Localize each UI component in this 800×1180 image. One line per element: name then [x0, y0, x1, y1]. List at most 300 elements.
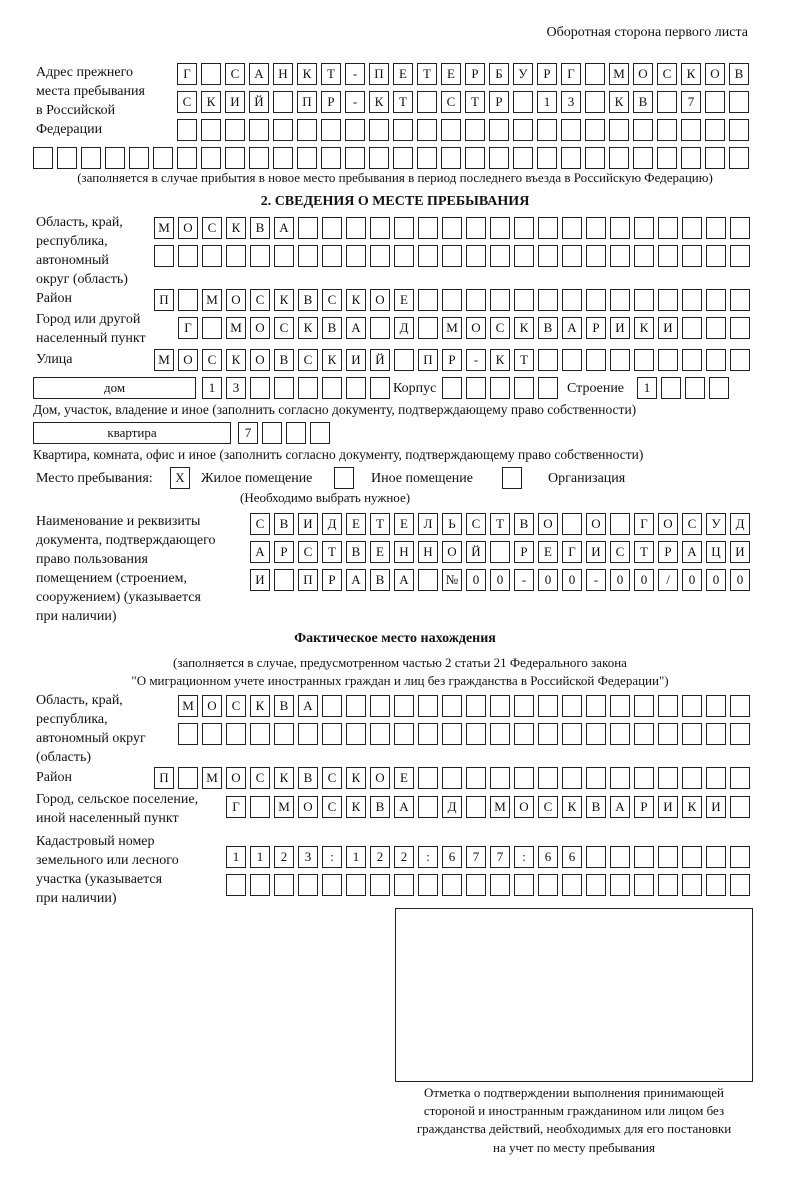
- char-cell[interactable]: [705, 119, 725, 141]
- char-cell[interactable]: А: [298, 695, 318, 717]
- char-cell[interactable]: К: [562, 796, 582, 818]
- char-cell[interactable]: [634, 349, 654, 371]
- char-cell[interactable]: В: [538, 317, 558, 339]
- char-cell[interactable]: [418, 723, 438, 745]
- char-cell[interactable]: К: [681, 63, 701, 85]
- char-cell[interactable]: [634, 245, 654, 267]
- char-cell[interactable]: Г: [178, 317, 198, 339]
- char-cell[interactable]: П: [369, 63, 389, 85]
- char-cell[interactable]: 1: [202, 377, 222, 399]
- char-cell[interactable]: [610, 217, 630, 239]
- char-cell[interactable]: [562, 874, 582, 896]
- char-cell[interactable]: [466, 767, 486, 789]
- char-cell[interactable]: :: [418, 846, 438, 868]
- char-cell[interactable]: 3: [226, 377, 246, 399]
- char-cell[interactable]: [705, 147, 725, 169]
- char-cell[interactable]: Д: [442, 796, 462, 818]
- char-cell[interactable]: [490, 874, 510, 896]
- char-cell[interactable]: К: [322, 349, 342, 371]
- char-cell[interactable]: И: [250, 569, 270, 591]
- char-cell[interactable]: [370, 695, 390, 717]
- char-cell[interactable]: [661, 377, 681, 399]
- char-cell[interactable]: [393, 147, 413, 169]
- char-cell[interactable]: И: [346, 349, 366, 371]
- char-cell[interactable]: [249, 147, 269, 169]
- char-cell[interactable]: [657, 147, 677, 169]
- char-cell[interactable]: М: [442, 317, 462, 339]
- char-cell[interactable]: А: [250, 541, 270, 563]
- char-cell[interactable]: [466, 289, 486, 311]
- char-cell[interactable]: Т: [634, 541, 654, 563]
- char-cell[interactable]: [490, 723, 510, 745]
- char-cell[interactable]: 6: [442, 846, 462, 868]
- char-cell[interactable]: Г: [634, 513, 654, 535]
- char-cell[interactable]: [490, 695, 510, 717]
- char-cell[interactable]: [370, 217, 390, 239]
- char-cell[interactable]: /: [658, 569, 678, 591]
- char-cell[interactable]: Б: [489, 63, 509, 85]
- char-cell[interactable]: [274, 569, 294, 591]
- char-cell[interactable]: Й: [249, 91, 269, 113]
- char-cell[interactable]: [394, 695, 414, 717]
- char-cell[interactable]: [321, 119, 341, 141]
- char-cell[interactable]: [562, 723, 582, 745]
- char-cell[interactable]: 1: [637, 377, 657, 399]
- char-cell[interactable]: [586, 217, 606, 239]
- char-cell[interactable]: О: [226, 289, 246, 311]
- char-cell[interactable]: [706, 874, 726, 896]
- char-cell[interactable]: [490, 377, 510, 399]
- char-cell[interactable]: Н: [418, 541, 438, 563]
- char-cell[interactable]: И: [586, 541, 606, 563]
- char-cell[interactable]: [178, 289, 198, 311]
- char-cell[interactable]: Й: [466, 541, 486, 563]
- char-cell[interactable]: Р: [537, 63, 557, 85]
- char-cell[interactable]: В: [274, 349, 294, 371]
- char-cell[interactable]: Г: [226, 796, 246, 818]
- char-cell[interactable]: [538, 695, 558, 717]
- char-cell[interactable]: [33, 147, 53, 169]
- char-cell[interactable]: [442, 874, 462, 896]
- char-cell[interactable]: К: [274, 289, 294, 311]
- char-cell[interactable]: С: [466, 513, 486, 535]
- char-cell[interactable]: И: [610, 317, 630, 339]
- char-cell[interactable]: [609, 119, 629, 141]
- char-cell[interactable]: [442, 289, 462, 311]
- char-cell[interactable]: У: [513, 63, 533, 85]
- char-cell[interactable]: [682, 317, 702, 339]
- char-cell[interactable]: 6: [562, 846, 582, 868]
- char-cell[interactable]: [658, 695, 678, 717]
- char-cell[interactable]: Т: [514, 349, 534, 371]
- char-cell[interactable]: К: [682, 796, 702, 818]
- char-cell[interactable]: 7: [490, 846, 510, 868]
- char-cell[interactable]: [250, 377, 270, 399]
- char-cell[interactable]: Е: [441, 63, 461, 85]
- char-cell[interactable]: [418, 569, 438, 591]
- char-cell[interactable]: [394, 874, 414, 896]
- char-cell[interactable]: К: [490, 349, 510, 371]
- char-cell[interactable]: -: [345, 91, 365, 113]
- char-cell[interactable]: 2: [394, 846, 414, 868]
- char-cell[interactable]: [562, 513, 582, 535]
- char-cell[interactable]: [610, 846, 630, 868]
- char-cell[interactable]: [682, 874, 702, 896]
- char-cell[interactable]: Г: [562, 541, 582, 563]
- char-cell[interactable]: Р: [634, 796, 654, 818]
- char-cell[interactable]: А: [346, 569, 366, 591]
- char-cell[interactable]: [706, 245, 726, 267]
- char-cell[interactable]: [322, 245, 342, 267]
- stay-option-organization-checkbox[interactable]: [502, 467, 522, 489]
- char-cell[interactable]: В: [633, 91, 653, 113]
- char-cell[interactable]: [418, 796, 438, 818]
- char-cell[interactable]: С: [490, 317, 510, 339]
- char-cell[interactable]: [177, 119, 197, 141]
- char-cell[interactable]: 0: [610, 569, 630, 591]
- char-cell[interactable]: Е: [346, 513, 366, 535]
- char-cell[interactable]: [537, 119, 557, 141]
- char-cell[interactable]: [562, 767, 582, 789]
- char-cell[interactable]: [489, 119, 509, 141]
- char-cell[interactable]: [538, 289, 558, 311]
- char-cell[interactable]: П: [154, 289, 174, 311]
- char-cell[interactable]: -: [514, 569, 534, 591]
- char-cell[interactable]: [418, 767, 438, 789]
- char-cell[interactable]: [466, 377, 486, 399]
- char-cell[interactable]: [465, 147, 485, 169]
- char-cell[interactable]: [345, 147, 365, 169]
- char-cell[interactable]: 0: [634, 569, 654, 591]
- char-cell[interactable]: -: [345, 63, 365, 85]
- char-cell[interactable]: К: [369, 91, 389, 113]
- char-cell[interactable]: М: [202, 767, 222, 789]
- char-cell[interactable]: [514, 245, 534, 267]
- char-cell[interactable]: [417, 119, 437, 141]
- char-cell[interactable]: [345, 119, 365, 141]
- char-cell[interactable]: [657, 119, 677, 141]
- char-cell[interactable]: Т: [393, 91, 413, 113]
- char-cell[interactable]: 6: [538, 846, 558, 868]
- char-cell[interactable]: [586, 289, 606, 311]
- char-cell[interactable]: [442, 245, 462, 267]
- char-cell[interactable]: [346, 723, 366, 745]
- char-cell[interactable]: К: [297, 63, 317, 85]
- char-cell[interactable]: [706, 349, 726, 371]
- char-cell[interactable]: С: [250, 289, 270, 311]
- char-cell[interactable]: О: [514, 796, 534, 818]
- char-cell[interactable]: [562, 289, 582, 311]
- char-cell[interactable]: :: [514, 846, 534, 868]
- char-cell[interactable]: [346, 217, 366, 239]
- char-cell[interactable]: П: [297, 91, 317, 113]
- char-cell[interactable]: [682, 695, 702, 717]
- char-cell[interactable]: М: [154, 217, 174, 239]
- char-cell[interactable]: В: [298, 767, 318, 789]
- char-cell[interactable]: [370, 317, 390, 339]
- char-cell[interactable]: [730, 723, 750, 745]
- char-cell[interactable]: [153, 147, 173, 169]
- char-cell[interactable]: [682, 767, 702, 789]
- char-cell[interactable]: К: [226, 349, 246, 371]
- char-cell[interactable]: [658, 245, 678, 267]
- char-cell[interactable]: С: [298, 349, 318, 371]
- char-cell[interactable]: 0: [682, 569, 702, 591]
- char-cell[interactable]: [297, 119, 317, 141]
- char-cell[interactable]: [178, 767, 198, 789]
- stay-option-other-checkbox[interactable]: [334, 467, 354, 489]
- char-cell[interactable]: К: [634, 317, 654, 339]
- char-cell[interactable]: П: [418, 349, 438, 371]
- char-cell[interactable]: [490, 245, 510, 267]
- char-cell[interactable]: Ц: [706, 541, 726, 563]
- char-cell[interactable]: [418, 317, 438, 339]
- char-cell[interactable]: [370, 377, 390, 399]
- char-cell[interactable]: [730, 767, 750, 789]
- char-cell[interactable]: [610, 513, 630, 535]
- char-cell[interactable]: [562, 349, 582, 371]
- char-cell[interactable]: Р: [586, 317, 606, 339]
- char-cell[interactable]: О: [442, 541, 462, 563]
- char-cell[interactable]: [225, 119, 245, 141]
- char-cell[interactable]: С: [274, 317, 294, 339]
- char-cell[interactable]: А: [394, 796, 414, 818]
- char-cell[interactable]: В: [514, 513, 534, 535]
- char-cell[interactable]: А: [274, 217, 294, 239]
- char-cell[interactable]: А: [610, 796, 630, 818]
- char-cell[interactable]: [225, 147, 245, 169]
- char-cell[interactable]: [393, 119, 413, 141]
- char-cell[interactable]: [346, 245, 366, 267]
- char-cell[interactable]: [634, 723, 654, 745]
- char-cell[interactable]: [466, 695, 486, 717]
- char-cell[interactable]: [705, 91, 725, 113]
- char-cell[interactable]: [634, 846, 654, 868]
- char-cell[interactable]: В: [250, 217, 270, 239]
- char-cell[interactable]: [201, 119, 221, 141]
- char-cell[interactable]: О: [633, 63, 653, 85]
- char-cell[interactable]: [585, 147, 605, 169]
- char-cell[interactable]: В: [274, 695, 294, 717]
- char-cell[interactable]: [681, 147, 701, 169]
- char-cell[interactable]: С: [225, 63, 245, 85]
- char-cell[interactable]: [346, 377, 366, 399]
- char-cell[interactable]: С: [250, 513, 270, 535]
- char-cell[interactable]: [514, 289, 534, 311]
- char-cell[interactable]: [709, 377, 729, 399]
- char-cell[interactable]: [538, 874, 558, 896]
- char-cell[interactable]: Т: [465, 91, 485, 113]
- char-cell[interactable]: [610, 289, 630, 311]
- char-cell[interactable]: [273, 147, 293, 169]
- char-cell[interactable]: [562, 695, 582, 717]
- char-cell[interactable]: [682, 289, 702, 311]
- char-cell[interactable]: [105, 147, 125, 169]
- char-cell[interactable]: [730, 317, 750, 339]
- char-cell[interactable]: [202, 723, 222, 745]
- char-cell[interactable]: [298, 377, 318, 399]
- char-cell[interactable]: А: [346, 317, 366, 339]
- char-cell[interactable]: [706, 767, 726, 789]
- char-cell[interactable]: [610, 349, 630, 371]
- char-cell[interactable]: [585, 91, 605, 113]
- char-cell[interactable]: И: [730, 541, 750, 563]
- char-cell[interactable]: Г: [177, 63, 197, 85]
- char-cell[interactable]: [658, 874, 678, 896]
- char-cell[interactable]: №: [442, 569, 462, 591]
- char-cell[interactable]: М: [490, 796, 510, 818]
- char-cell[interactable]: Р: [274, 541, 294, 563]
- char-cell[interactable]: [682, 723, 702, 745]
- char-cell[interactable]: [514, 874, 534, 896]
- char-cell[interactable]: [274, 245, 294, 267]
- char-cell[interactable]: [585, 119, 605, 141]
- char-cell[interactable]: [634, 874, 654, 896]
- char-cell[interactable]: [274, 723, 294, 745]
- char-cell[interactable]: [681, 119, 701, 141]
- char-cell[interactable]: Т: [417, 63, 437, 85]
- char-cell[interactable]: [274, 874, 294, 896]
- char-cell[interactable]: [610, 245, 630, 267]
- char-cell[interactable]: :: [322, 846, 342, 868]
- char-cell[interactable]: [682, 846, 702, 868]
- char-cell[interactable]: [201, 63, 221, 85]
- char-cell[interactable]: С: [610, 541, 630, 563]
- char-cell[interactable]: Р: [322, 569, 342, 591]
- char-cell[interactable]: [586, 245, 606, 267]
- char-cell[interactable]: [562, 217, 582, 239]
- char-cell[interactable]: [490, 767, 510, 789]
- char-cell[interactable]: К: [346, 767, 366, 789]
- char-cell[interactable]: [561, 119, 581, 141]
- char-cell[interactable]: О: [538, 513, 558, 535]
- char-cell[interactable]: [298, 245, 318, 267]
- char-cell[interactable]: К: [201, 91, 221, 113]
- char-cell[interactable]: [685, 377, 705, 399]
- char-cell[interactable]: [250, 723, 270, 745]
- char-cell[interactable]: 3: [561, 91, 581, 113]
- char-cell[interactable]: [394, 349, 414, 371]
- char-cell[interactable]: О: [226, 767, 246, 789]
- char-cell[interactable]: 7: [681, 91, 701, 113]
- char-cell[interactable]: [730, 217, 750, 239]
- char-cell[interactable]: С: [682, 513, 702, 535]
- char-cell[interactable]: [634, 217, 654, 239]
- char-cell[interactable]: [369, 147, 389, 169]
- char-cell[interactable]: [441, 147, 461, 169]
- char-cell[interactable]: [538, 767, 558, 789]
- char-cell[interactable]: [562, 245, 582, 267]
- char-cell[interactable]: С: [538, 796, 558, 818]
- char-cell[interactable]: [537, 147, 557, 169]
- char-cell[interactable]: С: [250, 767, 270, 789]
- char-cell[interactable]: С: [202, 349, 222, 371]
- char-cell[interactable]: [586, 723, 606, 745]
- char-cell[interactable]: [418, 289, 438, 311]
- char-cell[interactable]: [394, 723, 414, 745]
- char-cell[interactable]: [658, 723, 678, 745]
- char-cell[interactable]: [57, 147, 77, 169]
- char-cell[interactable]: В: [370, 569, 390, 591]
- char-cell[interactable]: [370, 723, 390, 745]
- char-cell[interactable]: [730, 245, 750, 267]
- char-cell[interactable]: [634, 289, 654, 311]
- char-cell[interactable]: [274, 377, 294, 399]
- char-cell[interactable]: [706, 317, 726, 339]
- char-cell[interactable]: [586, 767, 606, 789]
- char-cell[interactable]: К: [609, 91, 629, 113]
- char-cell[interactable]: [513, 147, 533, 169]
- char-cell[interactable]: О: [178, 349, 198, 371]
- char-cell[interactable]: В: [586, 796, 606, 818]
- char-cell[interactable]: [730, 846, 750, 868]
- char-cell[interactable]: [610, 695, 630, 717]
- char-cell[interactable]: Р: [489, 91, 509, 113]
- char-cell[interactable]: М: [274, 796, 294, 818]
- char-cell[interactable]: [682, 349, 702, 371]
- char-cell[interactable]: [129, 147, 149, 169]
- char-cell[interactable]: Г: [561, 63, 581, 85]
- char-cell[interactable]: [394, 245, 414, 267]
- char-cell[interactable]: [249, 119, 269, 141]
- char-cell[interactable]: [682, 245, 702, 267]
- char-cell[interactable]: А: [682, 541, 702, 563]
- char-cell[interactable]: [586, 846, 606, 868]
- char-cell[interactable]: Т: [490, 513, 510, 535]
- char-cell[interactable]: [730, 349, 750, 371]
- char-cell[interactable]: [322, 874, 342, 896]
- char-cell[interactable]: [657, 91, 677, 113]
- char-cell[interactable]: Т: [370, 513, 390, 535]
- char-cell[interactable]: Р: [514, 541, 534, 563]
- char-cell[interactable]: [370, 874, 390, 896]
- char-cell[interactable]: У: [706, 513, 726, 535]
- char-cell[interactable]: А: [249, 63, 269, 85]
- char-cell[interactable]: С: [322, 796, 342, 818]
- char-cell[interactable]: С: [202, 217, 222, 239]
- char-cell[interactable]: 0: [562, 569, 582, 591]
- char-cell[interactable]: [286, 422, 306, 444]
- char-cell[interactable]: [442, 377, 462, 399]
- char-cell[interactable]: Е: [538, 541, 558, 563]
- char-cell[interactable]: И: [298, 513, 318, 535]
- char-cell[interactable]: К: [226, 217, 246, 239]
- char-cell[interactable]: А: [394, 569, 414, 591]
- char-cell[interactable]: В: [370, 796, 390, 818]
- char-cell[interactable]: [633, 147, 653, 169]
- char-cell[interactable]: [634, 695, 654, 717]
- char-cell[interactable]: 1: [226, 846, 246, 868]
- char-cell[interactable]: [394, 217, 414, 239]
- char-cell[interactable]: К: [346, 796, 366, 818]
- char-cell[interactable]: [442, 723, 462, 745]
- char-cell[interactable]: 0: [730, 569, 750, 591]
- char-cell[interactable]: [514, 377, 534, 399]
- char-cell[interactable]: [369, 119, 389, 141]
- char-cell[interactable]: С: [298, 541, 318, 563]
- char-cell[interactable]: [514, 217, 534, 239]
- char-cell[interactable]: 7: [238, 422, 258, 444]
- char-cell[interactable]: [729, 147, 749, 169]
- char-cell[interactable]: И: [658, 317, 678, 339]
- char-cell[interactable]: 7: [466, 846, 486, 868]
- char-cell[interactable]: [226, 874, 246, 896]
- char-cell[interactable]: В: [322, 317, 342, 339]
- char-cell[interactable]: Й: [370, 349, 390, 371]
- char-cell[interactable]: Е: [393, 63, 413, 85]
- stay-option-residential-checkbox[interactable]: X: [170, 467, 190, 489]
- char-cell[interactable]: О: [250, 349, 270, 371]
